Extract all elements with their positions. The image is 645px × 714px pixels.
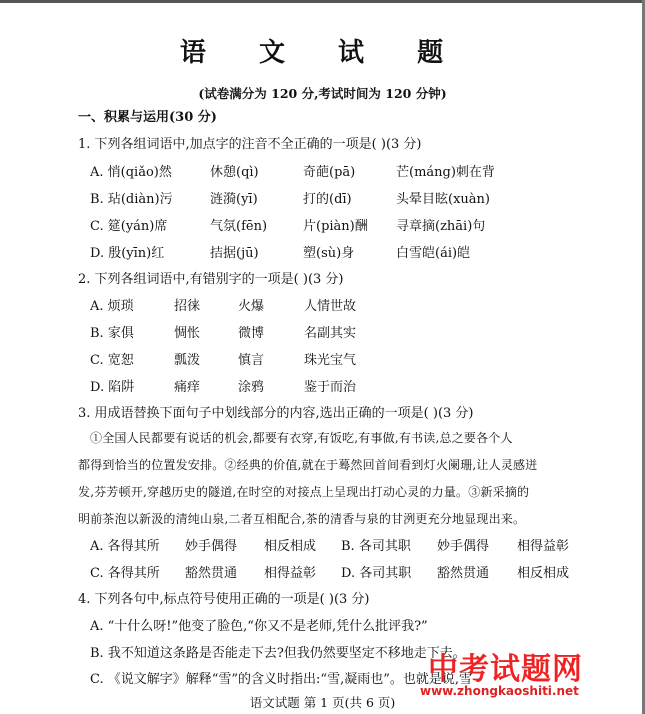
passage-line: 发,芬芳顿开,穿越历史的隧道,在时空的对接点上呈现出打动心灵的力量。③新采摘的 [78, 485, 530, 499]
option-cell: D. 殷(yīn)红 [90, 246, 165, 261]
option-cell: A. 烦琐 [90, 299, 134, 314]
option-cell: 痛痒 [174, 380, 201, 395]
passage-line: ①全国人民都要有说话的机会,都要有衣穿,有饭吃,有事做,有书读,总之要各个人 [90, 431, 513, 445]
option-cell: 豁然贯通 [185, 566, 238, 581]
option-cell: 奇葩(pā) [303, 165, 356, 180]
option-cell: 相得益彰 [264, 566, 317, 581]
option-cell: 火爆 [238, 299, 265, 314]
passage-line: 明前茶泡以新汲的清纯山泉,二者互相配合,茶的清香与泉的甘洌更充分地显现出来。 [78, 512, 526, 526]
section-heading: 一、积累与运用(30 分) [78, 110, 217, 125]
option-cell: 鉴于而治 [304, 380, 357, 395]
option-cell: A. 各得其所 [90, 539, 160, 554]
option-cell: 寻章摘(zhāi)句 [396, 219, 486, 234]
option-cell: 涂鸦 [238, 380, 265, 395]
option-cell: C. 宽恕 [90, 353, 134, 368]
option-cell: D. 各司其职 [341, 566, 412, 581]
option-cell: A. 悄(qiǎo)然 [90, 165, 172, 180]
option-cell: 气氛(fēn) [210, 219, 268, 234]
option-cell: 豁然贯通 [437, 566, 490, 581]
page-footer: 语文试题 第 1 页(共 6 页) [249, 695, 396, 710]
option-cell: 头晕目眩(xuàn) [396, 192, 490, 207]
option-cell: 芒(máng)刺在背 [396, 165, 495, 180]
option-cell: 塑(sù)身 [303, 246, 355, 261]
option-cell: 拮据(jū) [210, 246, 259, 261]
question-4-option-a: A. “十什么呀!”他变了脸色,“你又不是老师,凭什么批评我?” [90, 619, 428, 634]
option-cell: B. 玷(diàn)污 [90, 192, 173, 207]
question-3-stem: 3. 用成语替换下面句子中划线部分的内容,选出正确的一项是( )(3 分) [78, 406, 474, 421]
passage-line: 都得到恰当的位置发安排。②经典的价值,就在于蓦然回首间看到灯火阑珊,让人灵感迸 [78, 458, 538, 472]
option-cell: 慎言 [238, 353, 265, 368]
option-cell: B. 家俱 [90, 326, 134, 341]
option-cell: 相得益彰 [517, 539, 570, 554]
option-cell: 瓢泼 [174, 353, 201, 368]
option-cell: 相反相成 [517, 566, 570, 581]
page-title: 语 文 试 题 [179, 38, 466, 68]
watermark-logo: 中考试题网 [428, 652, 583, 687]
option-cell: D. 陷阱 [90, 380, 135, 395]
option-cell: 名副其实 [304, 326, 357, 341]
question-4-option-c: C. 《说文解字》解释“雪”的含义时指出:“雪,凝雨也”。也就是说,雪 [90, 672, 472, 687]
option-cell: C. 各得其所 [90, 566, 160, 581]
option-cell: 微博 [238, 326, 265, 341]
question-3-passage [78, 425, 600, 533]
question-4-option-b: B. 我不知道这条路是否能走下去?但我仍然要坚定不移地走下去。 [90, 646, 466, 661]
option-cell: 珠光宝气 [304, 353, 357, 368]
option-cell: C. 筵(yán)席 [90, 219, 168, 234]
question-4-stem: 4. 下列各句中,标点符号使用正确的一项是( )(3 分) [78, 592, 370, 607]
option-cell: 片(piàn)酬 [303, 219, 368, 234]
option-cell: 妙手偶得 [437, 539, 490, 554]
option-cell: 休憩(qì) [210, 165, 259, 180]
question-2-stem: 2. 下列各组词语中,有错别字的一项是( )(3 分) [78, 272, 344, 287]
option-cell: 妙手偶得 [185, 539, 238, 554]
option-cell: 人情世故 [304, 299, 357, 314]
question-1-stem: 1. 下列各组词语中,加点字的注音不全正确的一项是( )(3 分) [78, 137, 422, 152]
watermark-url: www.zhongkaoshiti.net [420, 684, 579, 698]
option-cell: B. 各司其职 [341, 539, 411, 554]
option-cell: 白雪皑(ái)皑 [396, 246, 471, 261]
page-border-top [0, 0, 645, 3]
exam-info: (试卷满分为 120 分,考试时间为 120 分钟) [198, 86, 447, 101]
option-cell: 惆怅 [174, 326, 201, 341]
option-cell: 打的(dī) [303, 192, 352, 207]
option-cell: 相反相成 [264, 539, 317, 554]
option-cell: 招徕 [174, 299, 201, 314]
option-cell: 涟漪(yī) [210, 192, 258, 207]
